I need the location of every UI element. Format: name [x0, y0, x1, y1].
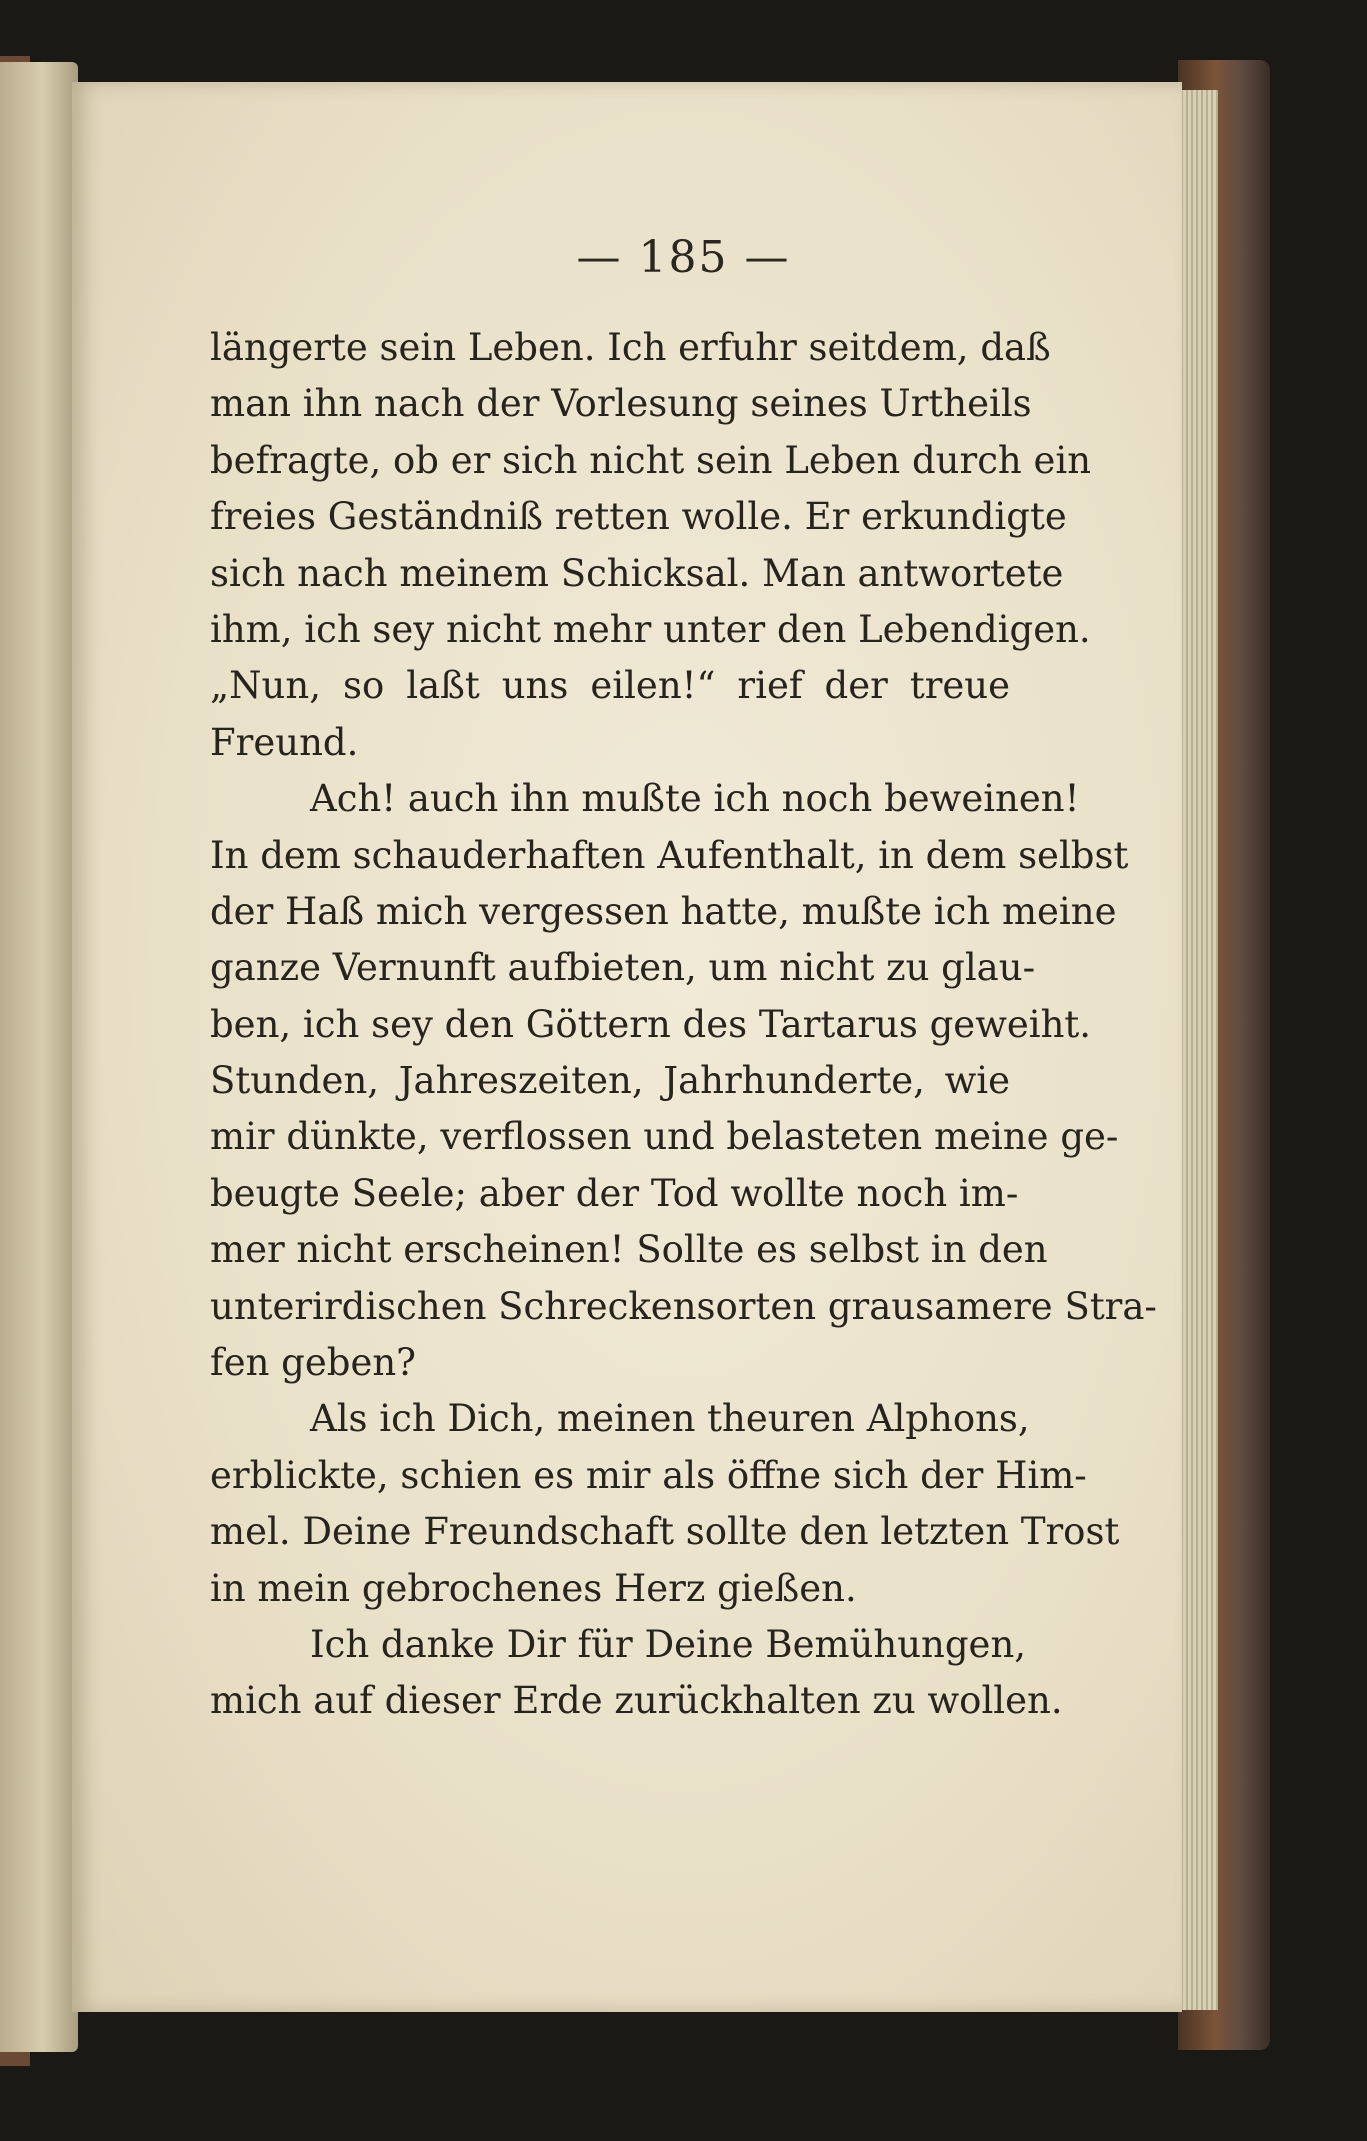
text-line: fen geben?: [210, 1341, 417, 1385]
text-line: mer nicht erscheinen! Sollte es selbst in den: [210, 1228, 1048, 1272]
text-line: befragte, ob er sich nicht sein Leben durch ein: [210, 438, 1092, 482]
text-line: mir dünkte, verflossen und belasteten meine ge-: [210, 1115, 1119, 1159]
page-body-text: [210, 320, 1157, 1730]
text-line: Freund.: [210, 720, 359, 764]
text-line: mich auf dieser Erde zurückhalten zu wollen.: [210, 1679, 1063, 1723]
text-line: ganze Vernunft aufbieten, um nicht zu glau-: [210, 946, 1036, 990]
text-line: „Nun, so laßt uns eilen!“ rief der treue: [210, 664, 1010, 708]
text-line: Ach! auch ihn mußte ich noch beweinen!: [310, 777, 1080, 821]
text-line: freies Geständniß retten wolle. Er erkundigte: [210, 495, 1067, 539]
facing-page-edge: [0, 62, 78, 2052]
text-line: der Haß mich vergessen hatte, mußte ich meine: [210, 889, 1117, 933]
text-line: ihm, ich sey nicht mehr unter den Lebendigen.: [210, 607, 1091, 651]
page-number-header: — 185 —: [576, 232, 791, 283]
text-line: Ich danke Dir für Deine Bemühungen,: [310, 1622, 1027, 1666]
text-line: Als ich Dich, meinen theuren Alphons,: [310, 1397, 1030, 1441]
text-line: sich nach meinem Schicksal. Man antwortete: [210, 551, 1064, 595]
text-line: in mein gebrochenes Herz gießen.: [210, 1566, 857, 1610]
text-line: ben, ich sey den Göttern des Tartarus geweiht.: [210, 1002, 1092, 1046]
text-line: man ihn nach der Vorlesung seines Urtheils: [210, 382, 1032, 426]
text-line: unterirdischen Schreckensorten grausamere Stra-: [210, 1284, 1157, 1328]
text-line: mel. Deine Freundschaft sollte den letzten Trost: [210, 1510, 1120, 1554]
text-line: In dem schauderhaften Aufenthalt, in dem selbst: [210, 833, 1129, 877]
text-line: beugte Seele; aber der Tod wollte noch im-: [210, 1171, 1019, 1215]
text-line: erblickte, schien es mir als öffne sich der Him-: [210, 1453, 1087, 1497]
text-line: Stunden, Jahreszeiten, Jahrhunderte, wie: [210, 1059, 1010, 1103]
text-line: längerte sein Leben. Ich erfuhr seitdem, daß: [210, 326, 1051, 369]
